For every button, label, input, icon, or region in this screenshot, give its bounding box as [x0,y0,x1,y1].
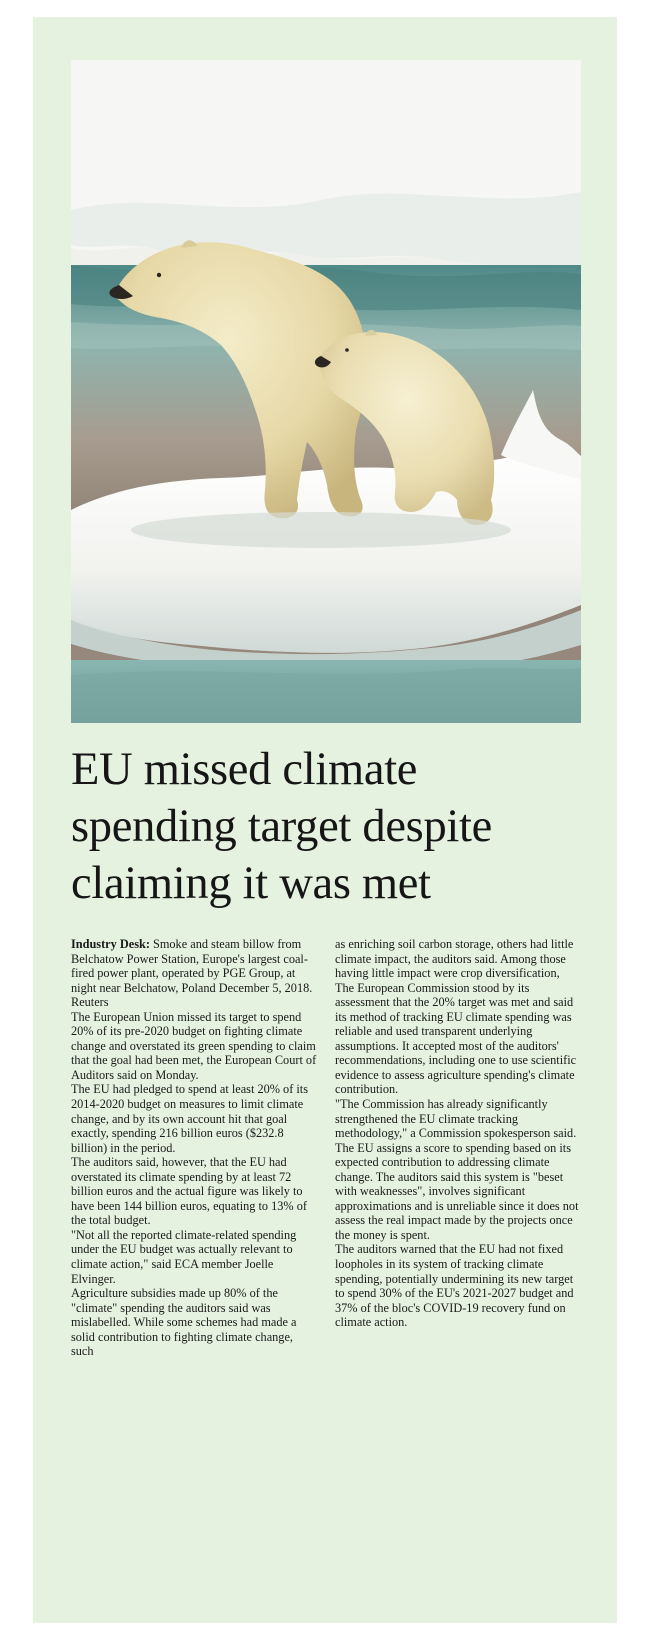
article-paragraph: Agriculture subsidies made up 80% of the "climate" spending the auditors said was mislabelled. While some schemes had made a solid contribution to fighting climate change, such [71,1286,297,1359]
article-photo [71,60,581,723]
article-column-left [71,937,317,1359]
newspaper-clipping [33,17,617,1623]
article-paragraph: The EU assigns a score to spending based on its expected contribution to addressing climate change. The auditors said this system is "beset with weaknesses", involves significant approximations and is unreliable since it does not assess the real impact made by the projects once the money is spent. [335,1140,579,1242]
polar-bears-photo [71,60,581,723]
byline: Industry Desk: [71,937,150,951]
article-column-right [335,937,581,1330]
article-paragraph: The EU had pledged to spend at least 20% of its 2014-2020 budget on measures to limit climate change, and by its own account hit that goal exactly, spending 216 billion euros ($232.8 billion) in the period. [71,1082,308,1155]
article-paragraph: The auditors warned that the EU had not fixed loopholes in its system of tracking climate spending, potentially undermining its new target to spend 30% of the EU's 2021-2027 budget and 37% of the bloc's COVID-19 recovery fund on climate action. [335,1242,574,1330]
article-body [71,937,581,1617]
article-paragraph: The European Union missed its target to spend 20% of its pre-2020 budget on fighting climate change and overstated its green spending to claim that the goal had been met, the European Court of Auditors said on Monday. [71,1009,317,1082]
article-paragraph: as enriching soil carbon storage, others had little climate impact, the auditors said. Among those having little impact were crop diversification, [335,937,574,981]
article-paragraph: "Not all the reported climate-related spending under the EU budget was actually relevant to climate action," said ECA member Joelle Elvinger. [71,1227,297,1286]
article-headline: EU missed climate spending target despite claiming it was met [71,744,492,909]
article-paragraph: The European Commission stood by its assessment that the 20% target was met and said its method of tracking EU climate spending was reliable and used transparent underlying assumptions. It accepted most of the auditors' recommendations, including one to use scientific evidence to assess agriculture spending's climate contribution. [335,980,577,1097]
article-paragraph [71,937,317,1010]
photo-caption: Smoke and steam billow from Belchatow Power Station, Europe's largest coal-fired power plant, operated by PGE Group, at night near Belchatow, Poland December 5, 2018. Reuters [71,937,313,1010]
article-paragraph: "The Commission has already significantly strengthened the EU climate tracking methodology," a Commission spokesperson said. [335,1097,577,1141]
article-paragraph: The auditors said, however, that the EU had overstated its climate spending by at least 72 billion euros and the actual figure was likely to have been 144 billion euros, equating to 13% of the total budget. [71,1155,307,1228]
